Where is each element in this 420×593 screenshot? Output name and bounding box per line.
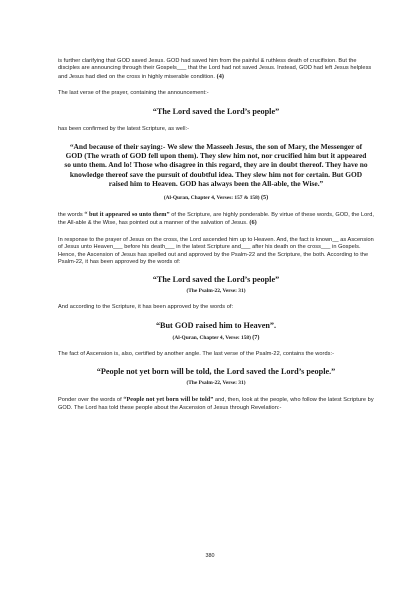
paragraph-4-bold: “ but it appeared so unto them” <box>84 211 170 219</box>
paragraph-1 <box>58 58 374 81</box>
quote-lord-saved-2: “The Lord saved the Lord’s people” <box>152 275 280 285</box>
paragraph-4-post: of the Scripture, are highly ponderable. By virtue of these words, GOD, the Lord, the All-able & the Wise, has pointed out a manner of the salvation of Jesus. <box>58 212 374 227</box>
paragraph-8-post: and, then, look at the people, who follow the latest Scripture by GOD. The Lord has told these people about the Ascension of Jesus through Revelation:- <box>58 397 374 411</box>
quran-reference-1 <box>58 194 374 202</box>
paragraph-1-text: is further clarifying that GOD saved Jesus. GOD had saved him from the painful & ruthless death of crucifixion. But the disciples are announcing through their Gospels___ that the Lord had not saved Jesus. Instead, GOD had left Jesus helpless and Jesus had died on the cross in highly miserable condition. <box>58 58 372 80</box>
quran-reference-2 <box>58 334 374 342</box>
quran-quote: “And because of their saying:- We slew the Masseeh Jesus, the son of Mary, the Messenger of GOD (The wrath of GOD fell upon them). They slew him not, nor crucified him but it appeared so unto them. And lo! Those who disagree in this regard, they are in doubt thereof. They have no knowledge thereof save the pursuit of doubtful idea. They slew him not for certain. But GOD raised him to Heaven. GOD has always been the All-able, the Wise.” <box>64 142 368 188</box>
footnote-ref-7: (7) <box>252 333 260 341</box>
footnote-ref-6: (6) <box>249 219 257 227</box>
paragraph-4 <box>58 211 374 228</box>
document-page <box>58 58 374 412</box>
psalm-reference-1: (The Psalm-22, Verse: 31) <box>186 288 246 295</box>
footnote-ref-5: (5) <box>260 194 269 202</box>
paragraph-2: The last verse of the prayer, containing the announcement:- <box>58 90 209 97</box>
paragraph-8-pre: Ponder over the words of <box>58 397 124 404</box>
quote-god-raised: “But GOD raised him to Heaven”. <box>155 320 277 330</box>
paragraph-8-bold: “People not yet born will be told” <box>123 396 214 404</box>
quran-reference-1-text: (Al-Quran, Chapter 4, Verses: 157 & 158) <box>163 195 260 202</box>
paragraph-6: And according to the Scripture, it has been approved by the words of: <box>58 304 234 311</box>
paragraph-3: has been confirmed by the latest Scripture, as well:- <box>58 125 190 132</box>
quote-people-not-yet-born: “People not yet born will be told, the Lord saved the Lord’s people.” <box>96 367 336 377</box>
paragraph-7: The fact of Ascension is, also, certified by another angle. The last verse of the Psalm-22, contains the words:- <box>58 350 334 357</box>
page-number: 380 <box>205 553 215 559</box>
paragraph-8 <box>58 396 374 412</box>
quran-reference-2-text: (Al-Quran, Chapter 4, Verse: 158) <box>172 334 251 341</box>
quote-lord-saved-1: “The Lord saved the Lord’s people” <box>152 106 280 116</box>
psalm-reference-2: (The Psalm-22, Verse: 31) <box>186 380 246 387</box>
paragraph-4-pre: the words <box>58 212 85 219</box>
paragraph-5: In response to the prayer of Jesus on the cross, the Lord ascended him up to Heaven. And, the fact is known__ as Ascension of Jesus unto Heaven___ before his death___ in the latest Scripture and___ after his death on the cross___ in Gospels. Hence, the Ascension of Jesus has spelled out and approved by the Psalm-22 and the Scripture, the both. According to the Psalm-22, it has been approved by the words of: <box>58 236 374 266</box>
footnote-ref-4: (4) <box>216 72 225 80</box>
